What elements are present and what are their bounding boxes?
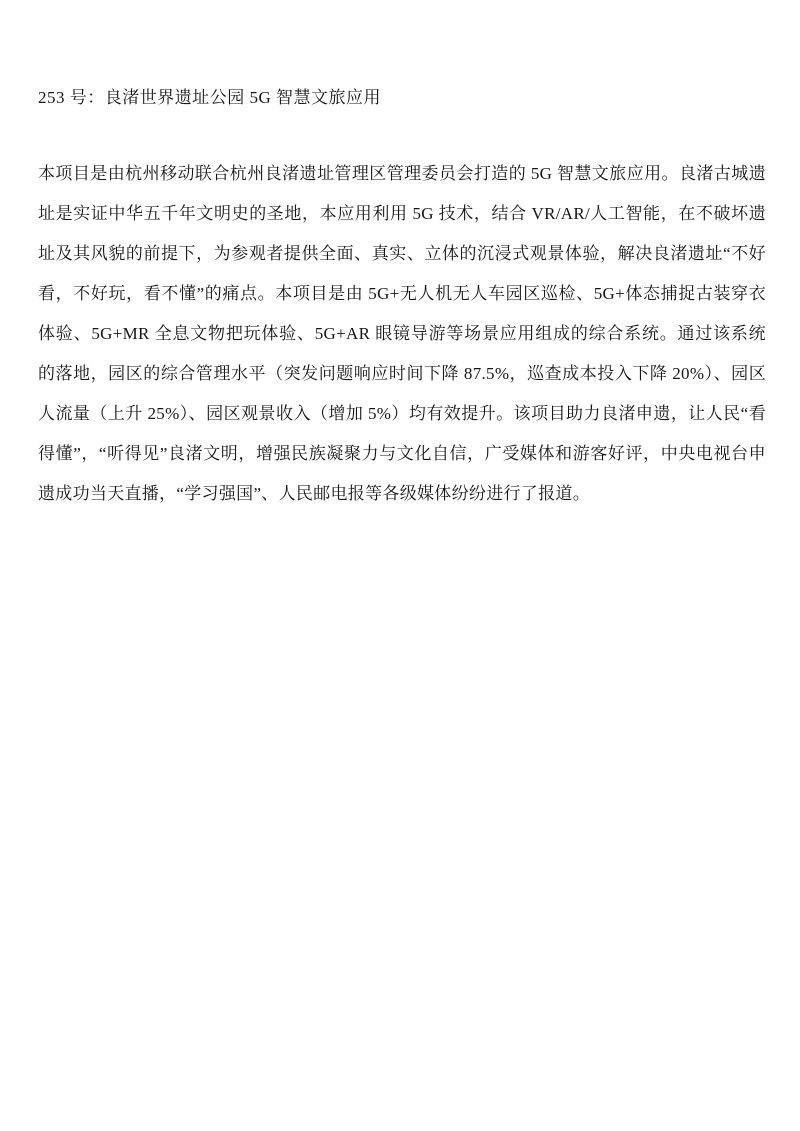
document-content <box>38 86 766 514</box>
document-body-paragraph: 本项目是由杭州移动联合杭州良渚遗址管理区管理委员会打造的 5G 智慧文旅应用。良渚古城遗址是实证中华五千年文明史的圣地，本应用利用 5G 技术，结合 VR/AR/人工智能，在不破坏遗址及其风貌的前提下，为参观者提供全面、真实、立体的沉浸式观景体验，解决良渚遗址“不好看，不好玩，看不懂”的痛点。本项目是由 5G+无人机无人车园区巡检、5G+体态捕捉古装穿衣体验、5G+MR 全息文物把玩体验、5G+AR 眼镜导游等场景应用组成的综合系统。通过该系统的落地，园区的综合管理水平（突发问题响应时间下降 87.5%，巡查成本投入下降 20%）、园区人流量（上升 25%）、园区观景收入（增加 5%）均有效提升。该项目助力良渚申遗，让人民“看得懂”，“听得见”良渚文明，增强民族凝聚力与文化自信，广受媒体和游客好评，中央电视台申遗成功当天直播，“学习强国”、人民邮电报等各级媒体纷纷进行了报道。 <box>38 164 766 503</box>
document-title: 253 号：良渚世界遗址公园 5G 智慧文旅应用 <box>38 88 382 107</box>
